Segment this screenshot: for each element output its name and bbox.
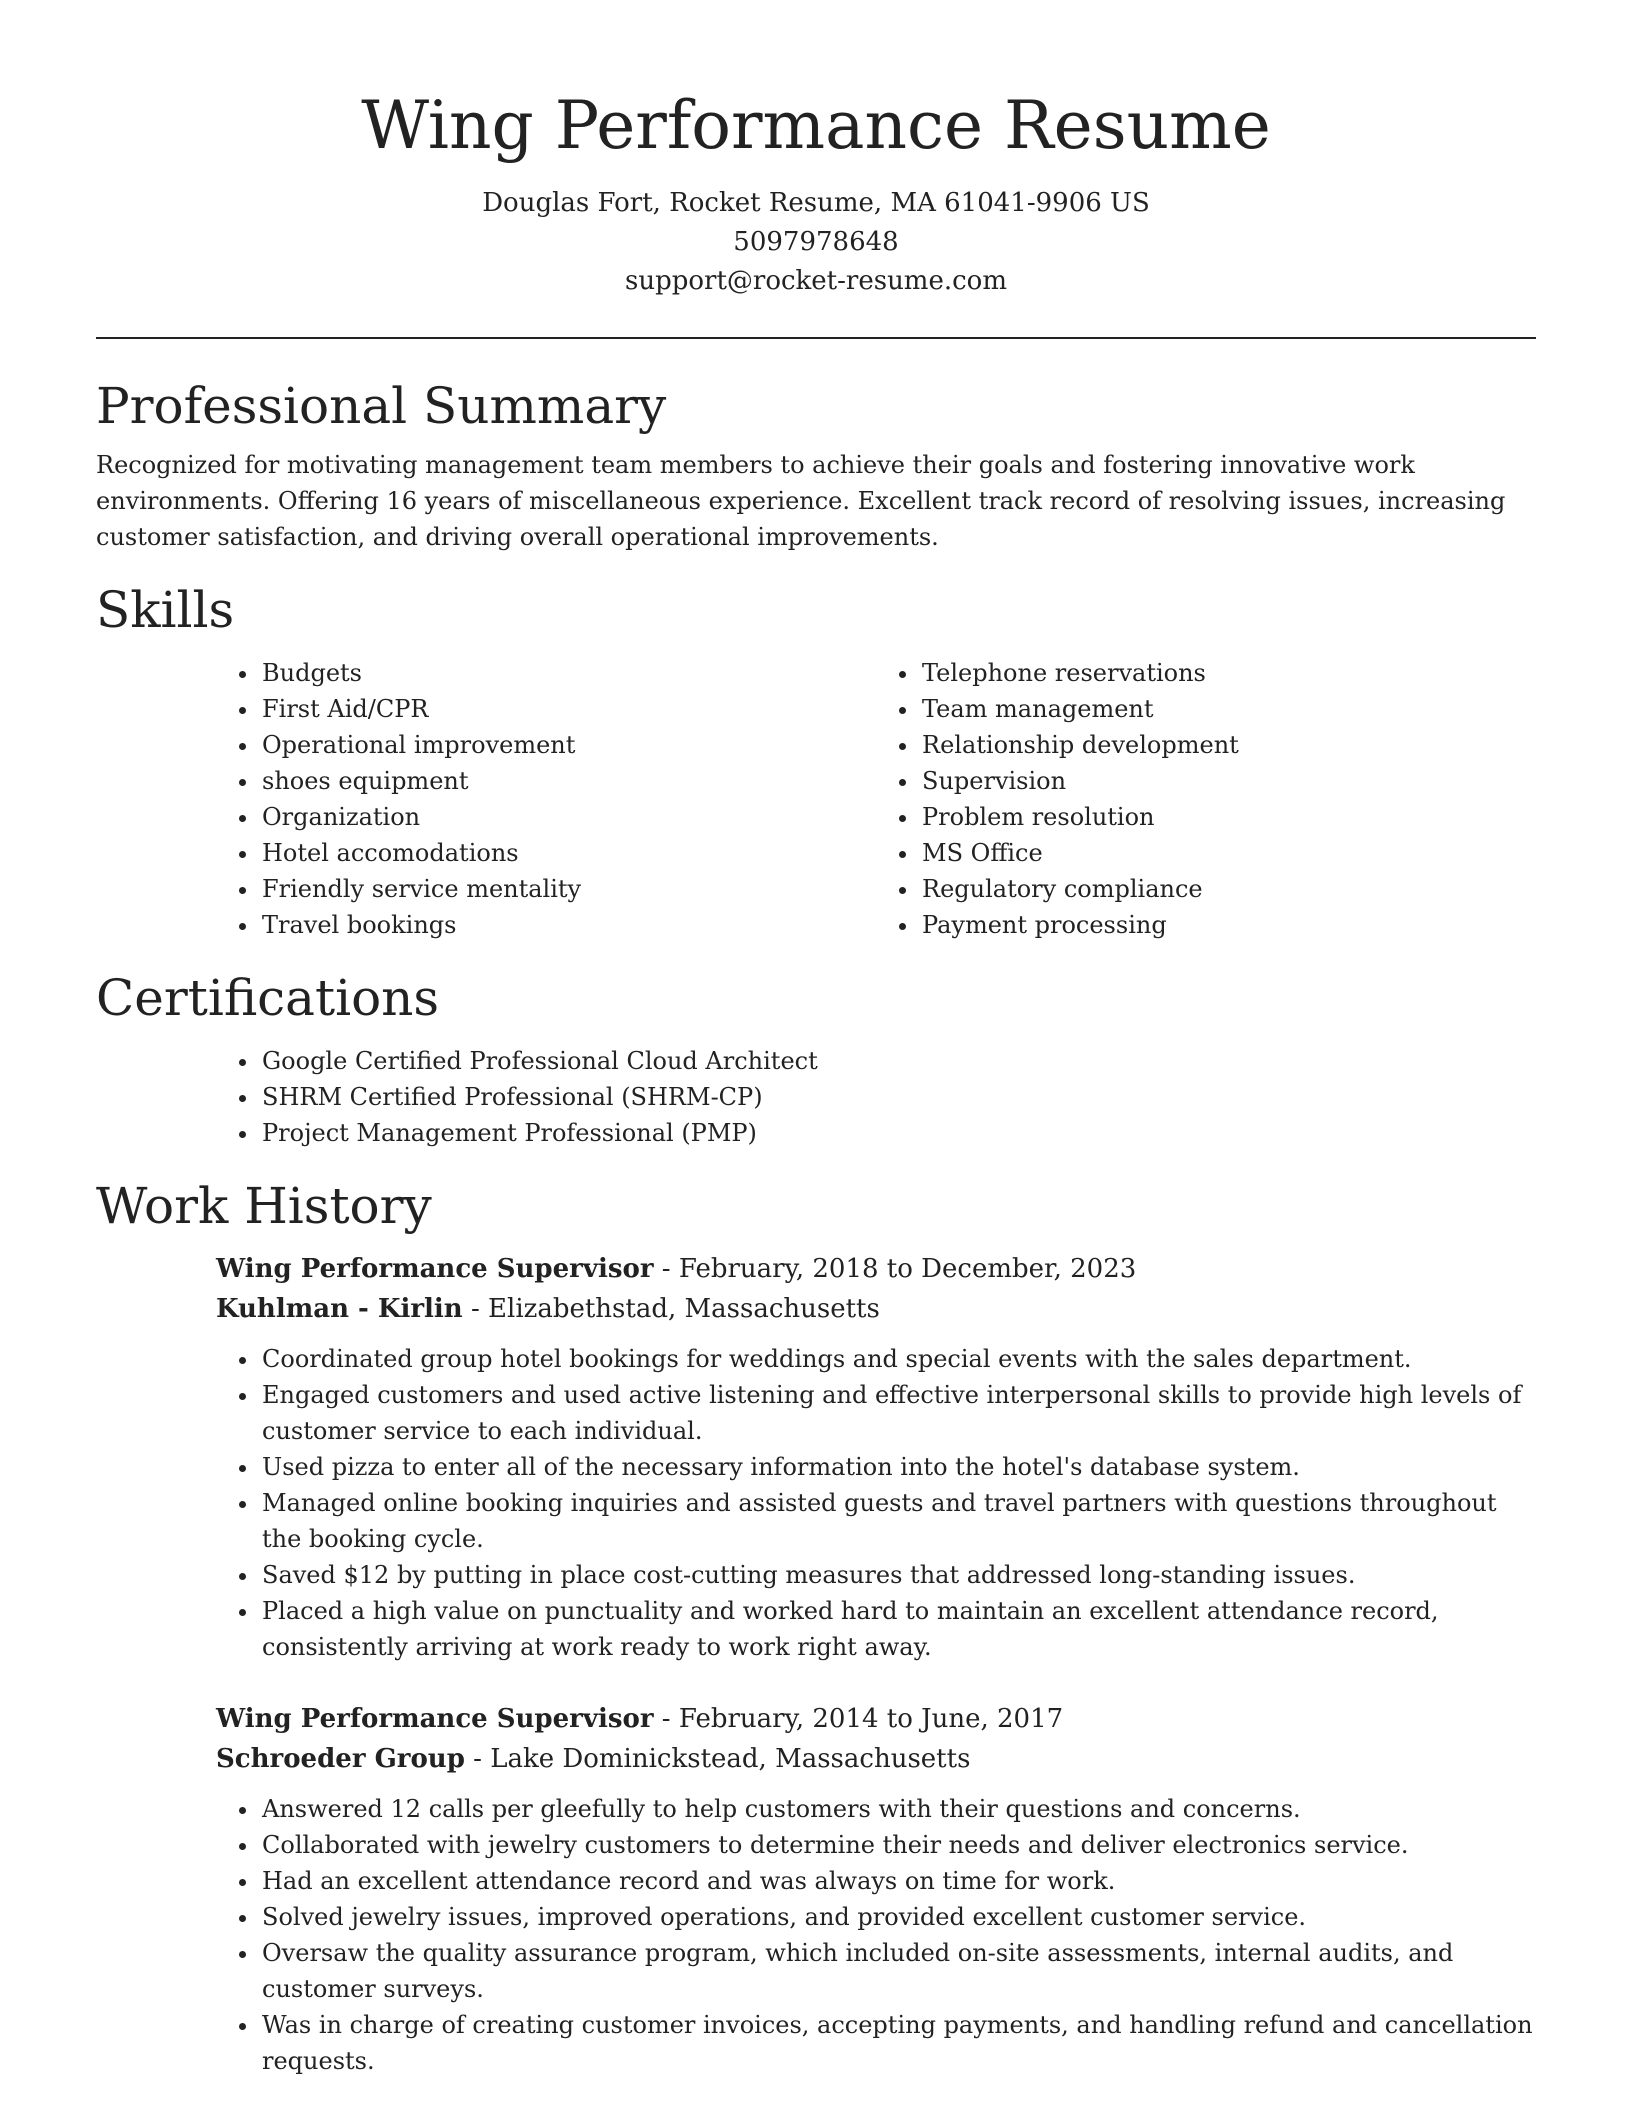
skills-list-left xyxy=(216,655,876,943)
job-company-line xyxy=(216,1289,1536,1329)
skill-item: • MS Office xyxy=(920,835,1536,871)
skill-item: • Operational improvement xyxy=(260,727,876,763)
job-bullets xyxy=(216,1791,1536,2079)
certification-item: • SHRM Certified Professional (SHRM-CP) xyxy=(260,1079,1536,1115)
skill-item: • Friendly service mentality xyxy=(260,871,876,907)
job-bullet: • Collaborated with jewelry customers to determine their needs and deliver electronics service. xyxy=(260,1827,1536,1863)
job-location: - Lake Dominickstead, Massachusetts xyxy=(464,1744,971,1774)
job-dates: - February, 2018 to December, 2023 xyxy=(653,1254,1137,1284)
job-bullet: • Had an excellent attendance record and was always on time for work. xyxy=(260,1863,1536,1899)
contact-address: Douglas Fort, Rocket Resume, MA 61041-9906 US xyxy=(482,188,1150,218)
summary-heading: Professional Summary xyxy=(96,377,667,435)
summary-section xyxy=(96,373,1536,555)
skill-item: • Budgets xyxy=(260,655,876,691)
skills-heading: Skills xyxy=(96,581,235,639)
work-history-heading: Work History xyxy=(96,1177,432,1235)
job-location: - Elizabethstad, Massachusetts xyxy=(462,1294,880,1324)
job-bullet: • Engaged customers and used active listening and effective interpersonal skills to provide high levels of customer service to each individual. xyxy=(260,1377,1536,1449)
job-title: Wing Performance Supervisor xyxy=(216,1704,654,1734)
job-company-line xyxy=(216,1739,1536,1779)
job-bullet: • Oversaw the quality assurance program, which included on-site assessments, internal audits, and customer surveys. xyxy=(260,1935,1536,2007)
skill-item: • Relationship development xyxy=(920,727,1536,763)
skills-section xyxy=(96,577,1536,943)
summary-text: Recognized for motivating management team members to achieve their goals and fostering innovative work environments. Offering 16 years of miscellaneous experience. Excellent track record of resolving issues, increasing customer satisfaction, and driving overall operational improvements. xyxy=(96,451,1506,551)
job-bullet: • Used pizza to enter all of the necessary information into the hotel's database system. xyxy=(260,1449,1536,1485)
contact-info xyxy=(96,184,1536,301)
contact-phone: 5097978648 xyxy=(733,227,899,257)
skill-item: • Travel bookings xyxy=(260,907,876,943)
job-company: Schroeder Group xyxy=(216,1744,465,1774)
job-bullet: • Placed a high value on punctuality and worked hard to maintain an excellent attendance record, consistently arriving at work ready to work right away. xyxy=(260,1593,1536,1665)
certifications-list xyxy=(216,1043,1536,1151)
job-bullet: • Solved jewelry issues, improved operations, and provided excellent customer service. xyxy=(260,1899,1536,1935)
job-bullet: • Was in charge of creating customer invoices, accepting payments, and handling refund and cancellation requests. xyxy=(260,2007,1536,2079)
job-bullet: • Answered 12 calls per gleefully to help customers with their questions and concerns. xyxy=(260,1791,1536,1827)
skills-list-right xyxy=(876,655,1536,943)
certifications-heading: Certifications xyxy=(96,969,440,1027)
resume-title: Wing Performance Resume xyxy=(361,87,1271,164)
job-company: Kuhlman - Kirlin xyxy=(216,1294,463,1324)
skill-item: • shoes equipment xyxy=(260,763,876,799)
job-bullet: • Saved $12 by putting in place cost-cutting measures that addressed long-standing issues. xyxy=(260,1557,1536,1593)
skill-item: • Regulatory compliance xyxy=(920,871,1536,907)
job-entry xyxy=(216,1699,1536,2079)
skill-item: • Telephone reservations xyxy=(920,655,1536,691)
certification-item: • Project Management Professional (PMP) xyxy=(260,1115,1536,1151)
skill-item: • Problem resolution xyxy=(920,799,1536,835)
work-history-section xyxy=(96,1173,1536,2079)
job-title-line xyxy=(216,1699,1536,1739)
skill-item: • Payment processing xyxy=(920,907,1536,943)
skill-item: • Organization xyxy=(260,799,876,835)
job-entry xyxy=(216,1249,1536,1665)
job-bullet: • Managed online booking inquiries and assisted guests and travel partners with questions throughout the booking cycle. xyxy=(260,1485,1536,1557)
certifications-section xyxy=(96,965,1536,1151)
job-dates: - February, 2014 to June, 2017 xyxy=(653,1704,1064,1734)
header-divider xyxy=(96,337,1536,339)
skill-item: • First Aid/CPR xyxy=(260,691,876,727)
job-bullets xyxy=(216,1341,1536,1665)
resume-header xyxy=(96,0,1536,301)
contact-email: support@rocket-resume.com xyxy=(624,266,1007,296)
job-title: Wing Performance Supervisor xyxy=(216,1254,654,1284)
job-bullet: • Coordinated group hotel bookings for weddings and special events with the sales department. xyxy=(260,1341,1536,1377)
skill-item: • Hotel accomodations xyxy=(260,835,876,871)
skills-grid xyxy=(216,655,1536,943)
skill-item: • Team management xyxy=(920,691,1536,727)
job-title-line xyxy=(216,1249,1536,1289)
certification-item: • Google Certified Professional Cloud Architect xyxy=(260,1043,1536,1079)
skill-item: • Supervision xyxy=(920,763,1536,799)
